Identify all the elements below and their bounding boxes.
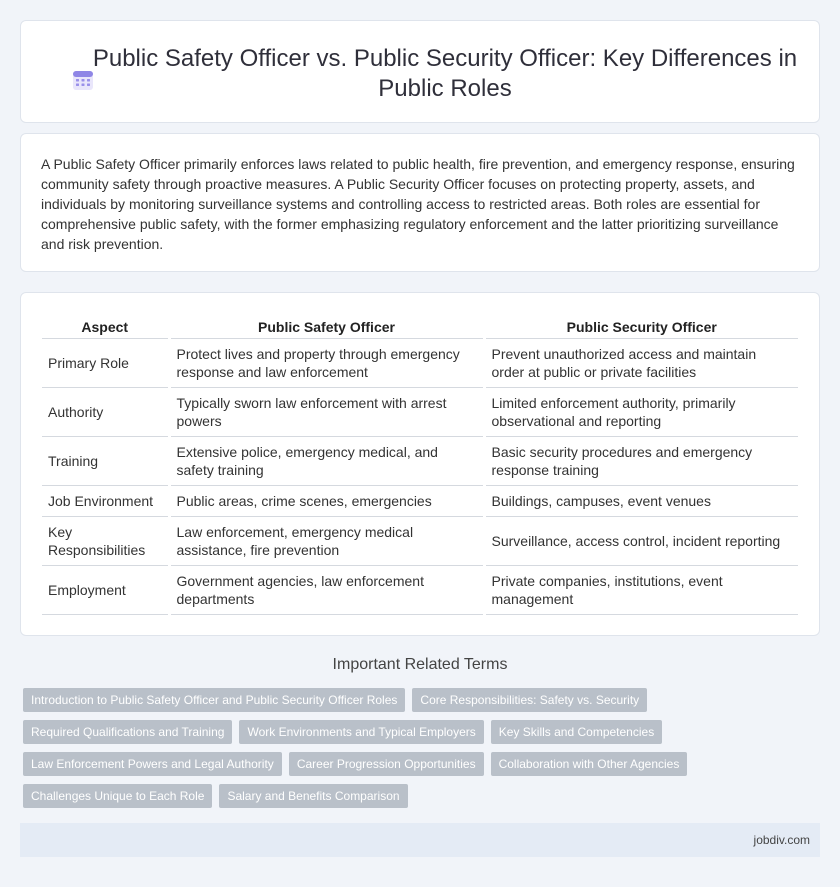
- related-term-tag[interactable]: Challenges Unique to Each Role: [23, 784, 212, 808]
- aspect-cell: Key Responsibilities: [42, 516, 169, 565]
- table-header-row: [42, 316, 798, 338]
- safety-cell: Law enforcement, emergency medical assistance, fire prevention: [169, 516, 484, 565]
- aspect-cell: Primary Role: [42, 338, 169, 387]
- related-term-tag[interactable]: Career Progression Opportunities: [289, 752, 484, 776]
- intro-paragraph: A Public Safety Officer primarily enforces laws related to public health, fire prevention, and emergency response, ensuring community safety through proactive measures. A Public Security Officer focuses on protecting property, assets, and individuals by monitoring surveillance systems and controlling access to restricted areas. Both roles are essential for comprehensive public safety, with the former emphasizing regulatory enforcement and the latter prioritizing surveillance and risk prevention.: [41, 156, 795, 252]
- table-row: [42, 387, 798, 436]
- intro-card: [20, 133, 820, 272]
- header-security-officer: Public Security Officer: [484, 316, 798, 338]
- footer-site-link[interactable]: jobdiv.com: [753, 833, 810, 847]
- title-card: [20, 20, 820, 123]
- footer-bar: [20, 823, 820, 857]
- related-term-tag[interactable]: Required Qualifications and Training: [23, 720, 232, 744]
- related-term-tag[interactable]: Collaboration with Other Agencies: [491, 752, 688, 776]
- header-aspect: Aspect: [42, 316, 169, 338]
- tag-row: [23, 688, 703, 712]
- table-row: [42, 565, 798, 614]
- comparison-table: [42, 316, 798, 615]
- aspect-cell: Training: [42, 436, 169, 485]
- security-cell: Buildings, campuses, event venues: [484, 485, 798, 516]
- table-row: [42, 436, 798, 485]
- table-row: [42, 485, 798, 516]
- related-term-tag[interactable]: Core Responsibilities: Safety vs. Security: [412, 688, 647, 712]
- safety-cell: Extensive police, emergency medical, and safety training: [169, 436, 484, 485]
- safety-cell: Protect lives and property through emergency response and law enforcement: [169, 338, 484, 387]
- table-row: [42, 516, 798, 565]
- safety-cell: Public areas, crime scenes, emergencies: [169, 485, 484, 516]
- page-title: Public Safety Officer vs. Public Security Officer: Key Differences in Public Roles: [92, 45, 798, 102]
- security-cell: Surveillance, access control, incident reporting: [484, 516, 798, 565]
- related-terms-tags: [23, 688, 703, 816]
- safety-cell: Typically sworn law enforcement with arrest powers: [169, 387, 484, 436]
- tag-row: [23, 784, 703, 808]
- tag-row: [23, 720, 703, 744]
- aspect-cell: Authority: [42, 387, 169, 436]
- comparison-card: [20, 292, 820, 636]
- related-term-tag[interactable]: Key Skills and Competencies: [491, 720, 662, 744]
- security-cell: Private companies, institutions, event management: [484, 565, 798, 614]
- tag-row: [23, 752, 703, 776]
- security-cell: Limited enforcement authority, primarily observational and reporting: [484, 387, 798, 436]
- related-term-tag[interactable]: Introduction to Public Safety Officer and Public Security Officer Roles: [23, 688, 405, 712]
- related-terms-heading: Important Related Terms: [332, 656, 508, 673]
- security-cell: Prevent unauthorized access and maintain order at public or private facilities: [484, 338, 798, 387]
- table-row: [42, 338, 798, 387]
- aspect-cell: Job Environment: [42, 485, 169, 516]
- safety-cell: Government agencies, law enforcement departments: [169, 565, 484, 614]
- header-safety-officer: Public Safety Officer: [169, 316, 484, 338]
- aspect-cell: Employment: [42, 565, 169, 614]
- related-term-tag[interactable]: Work Environments and Typical Employers: [239, 720, 483, 744]
- related-term-tag[interactable]: Salary and Benefits Comparison: [219, 784, 407, 808]
- related-term-tag[interactable]: Law Enforcement Powers and Legal Authority: [23, 752, 282, 776]
- security-cell: Basic security procedures and emergency response training: [484, 436, 798, 485]
